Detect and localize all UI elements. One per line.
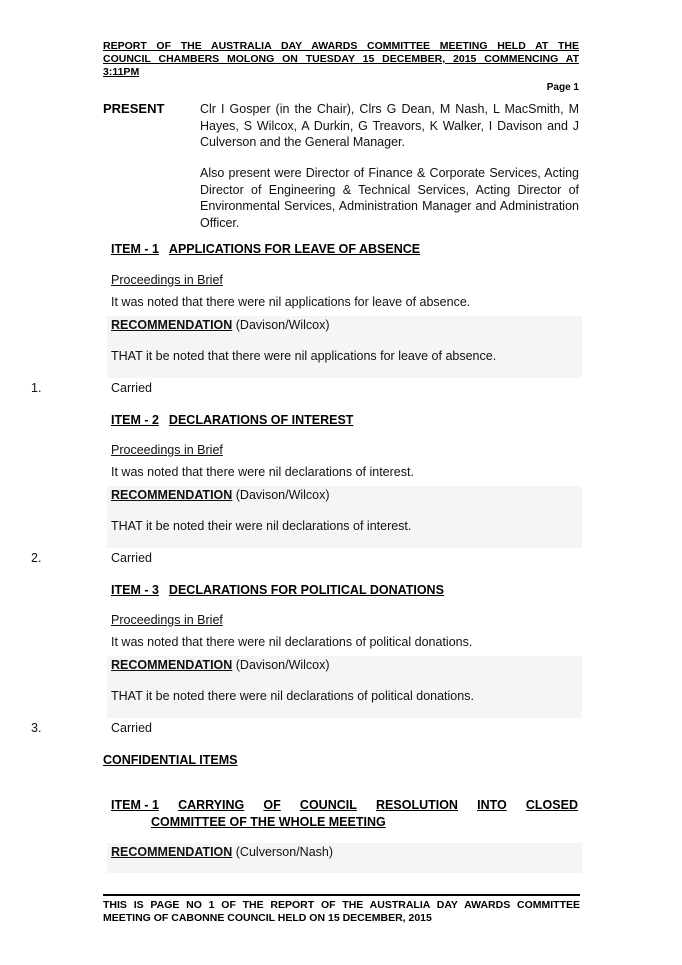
item-1-resolution: THAT it be noted that there were nil applications for leave of absence. — [111, 349, 497, 363]
item-1-rec-movers: (Davison/Wilcox) — [232, 318, 330, 332]
item-1-number: 1. — [31, 381, 42, 395]
present-label: PRESENT — [103, 101, 165, 116]
confidential-recommendation — [111, 845, 333, 859]
item-3-resolution: THAT it be noted there were nil declarations of political donations. — [111, 689, 474, 703]
confidential-rec-movers: (Culverson/Nash) — [232, 845, 334, 859]
item-3-title: DECLARATIONS FOR POLITICAL DONATIONS — [168, 583, 444, 597]
confidential-heading: CONFIDENTIAL ITEMS — [103, 753, 238, 767]
item-2-proceedings: Proceedings in Brief — [111, 443, 223, 457]
item-1-title: APPLICATIONS FOR LEAVE OF ABSENCE — [168, 242, 421, 256]
item-2-title: DECLARATIONS OF INTEREST — [168, 413, 354, 427]
confidential-item-heading-line-2: COMMITTEE OF THE WHOLE MEETING — [151, 815, 386, 829]
report-header — [103, 40, 579, 79]
confidential-item-heading-line-1 — [111, 798, 578, 812]
item-1-proceedings: Proceedings in Brief — [111, 273, 223, 287]
item-3-proceedings: Proceedings in Brief — [111, 613, 223, 627]
item-1-heading — [111, 242, 420, 256]
item-1-rec-label: RECOMMENDATION — [111, 318, 233, 332]
confidential-item-word: CARRYING — [178, 798, 245, 812]
item-3-code: ITEM - 3 — [111, 583, 159, 597]
item-3-noted: It was noted that there were nil declarations of political donations. — [111, 635, 473, 649]
confidential-item-word: RESOLUTION — [376, 798, 458, 812]
confidential-item-word: ITEM - 1 — [111, 798, 159, 812]
confidential-item-word: COUNCIL — [299, 798, 357, 812]
item-3-result: Carried — [111, 721, 152, 735]
page-number: Page 1 — [546, 82, 579, 93]
item-2-rec-label: RECOMMENDATION — [111, 488, 233, 502]
item-2-heading — [111, 413, 353, 427]
present-attendees: Clr I Gosper (in the Chair), Clrs G Dean, M Nash, L MacSmith, M Hayes, S Wilcox, A Durkin, G Treavors, K Walker, I Davison and J Culverson and the General Manager. — [200, 102, 579, 149]
footer-line-2: MEETING OF CABONNE COUNCIL HELD ON 15 DECEMBER, 2015 — [103, 912, 432, 924]
item-2-code: ITEM - 2 — [111, 413, 159, 427]
item-2-result: Carried — [111, 551, 152, 565]
item-2-number: 2. — [31, 551, 42, 565]
item-1-result: Carried — [111, 381, 152, 395]
confidential-item-word: CLOSED — [525, 798, 578, 812]
footer-divider — [103, 894, 580, 896]
item-2-resolution: THAT it be noted their were nil declarations of interest. — [111, 519, 412, 533]
item-1-noted: It was noted that there were nil applications for leave of absence. — [111, 295, 471, 309]
present-also: Also present were Director of Finance & Corporate Services, Acting Director of Engineering & Technical Services, Acting Director of Environmental Services, Administration Manager and Administration Officer. — [200, 166, 579, 230]
confidential-rec-label: RECOMMENDATION — [111, 845, 233, 859]
confidential-item-word: INTO — [477, 798, 507, 812]
item-2-rec-movers: (Davison/Wilcox) — [232, 488, 330, 502]
item-3-rec-label: RECOMMENDATION — [111, 658, 233, 672]
footer — [103, 899, 580, 925]
item-2-recommendation — [111, 488, 330, 502]
report-header-line-3: 3:11PM — [103, 66, 140, 78]
item-1-code: ITEM - 1 — [111, 242, 159, 256]
item-2-noted: It was noted that there were nil declarations of interest. — [111, 465, 414, 479]
footer-line-1: THIS IS PAGE NO 1 OF THE REPORT OF THE AUSTRALIA DAY AWARDS COMMITTEE — [103, 899, 580, 911]
report-header-line-2: COUNCIL CHAMBERS MOLONG ON TUESDAY 15 DECEMBER, 2015 COMMENCING AT — [103, 53, 579, 65]
item-3-number: 3. — [31, 721, 42, 735]
confidential-item-word: OF — [263, 798, 281, 812]
item-3-rec-movers: (Davison/Wilcox) — [232, 658, 330, 672]
item-3-recommendation — [111, 658, 330, 672]
item-3-heading — [111, 583, 444, 597]
report-header-line-1: REPORT OF THE AUSTRALIA DAY AWARDS COMMITTEE MEETING HELD AT THE — [103, 40, 579, 52]
item-1-recommendation — [111, 318, 330, 332]
